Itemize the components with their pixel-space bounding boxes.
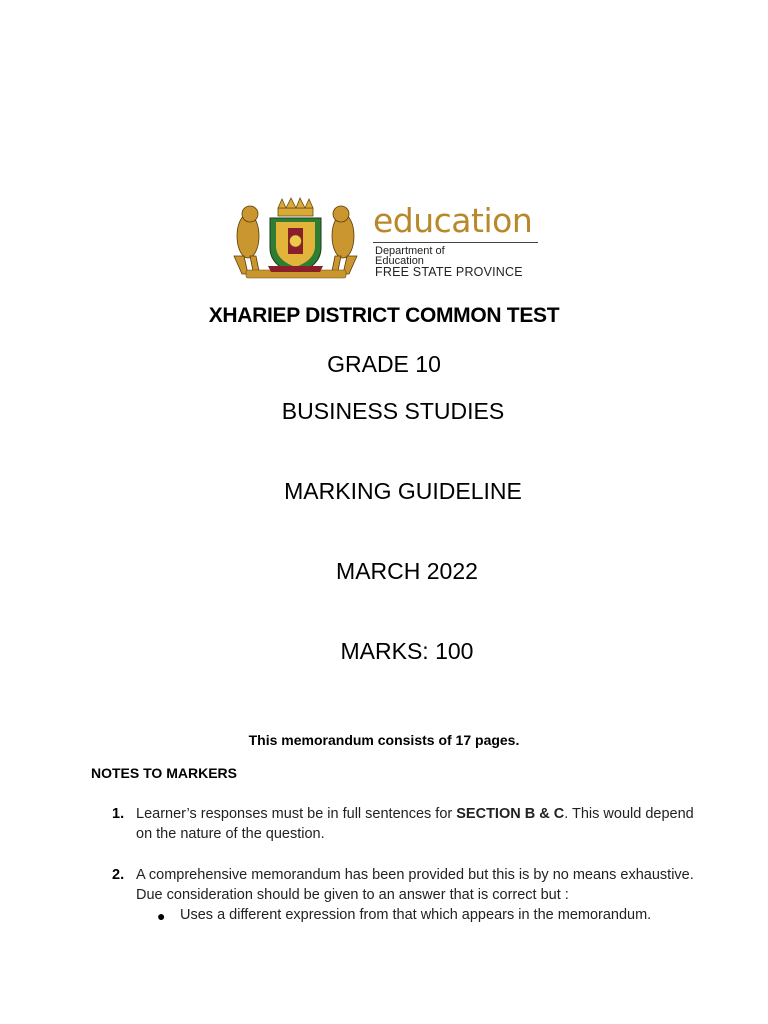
left-lion-supporter — [234, 206, 260, 276]
total-marks: MARKS: 100 — [340, 638, 474, 664]
document-type-title: MARKING GUIDELINE — [284, 478, 522, 504]
grade-title: GRADE 10 — [327, 351, 441, 377]
logo-wordmark: education — [373, 201, 533, 240]
note-item-1 — [136, 804, 696, 844]
logo-divider — [373, 242, 538, 243]
subject-title: BUSINESS STUDIES — [281, 398, 505, 424]
motto-ribbon — [268, 266, 323, 272]
crown — [278, 198, 313, 216]
logo-education-line: Education — [375, 255, 424, 267]
coat-of-arms-icon — [228, 196, 363, 284]
exam-date: MARCH 2022 — [336, 558, 478, 584]
logo-department-line: Department of — [375, 245, 445, 257]
note-bullet-item: Uses a different expression from that which appears in the memorandum. — [180, 907, 652, 923]
notes-heading: NOTES TO MARKERS — [91, 765, 237, 781]
note-text: . This would depend on the nature of the question. — [136, 806, 694, 842]
note-text: Learner’s responses must be in full sentences for — [136, 806, 457, 822]
note-number: 2. — [112, 867, 125, 883]
bullet-icon: ● — [157, 908, 166, 924]
logo-province-line: FREE STATE PROVINCE — [375, 265, 523, 279]
right-lion-supporter — [331, 206, 357, 276]
note-emphasis: SECTION B & C — [456, 806, 565, 822]
note-item-2: A comprehensive memorandum has been provided but this is by no means exhaustive. Due consideration should be given to an answer that is correct but : — [136, 867, 694, 903]
note-number: 1. — [112, 806, 125, 822]
page-count-note: This memorandum consists of 17 pages. — [248, 732, 520, 748]
district-title: XHARIEP DISTRICT COMMON TEST — [208, 304, 560, 327]
free-state-education-logo — [228, 196, 540, 284]
